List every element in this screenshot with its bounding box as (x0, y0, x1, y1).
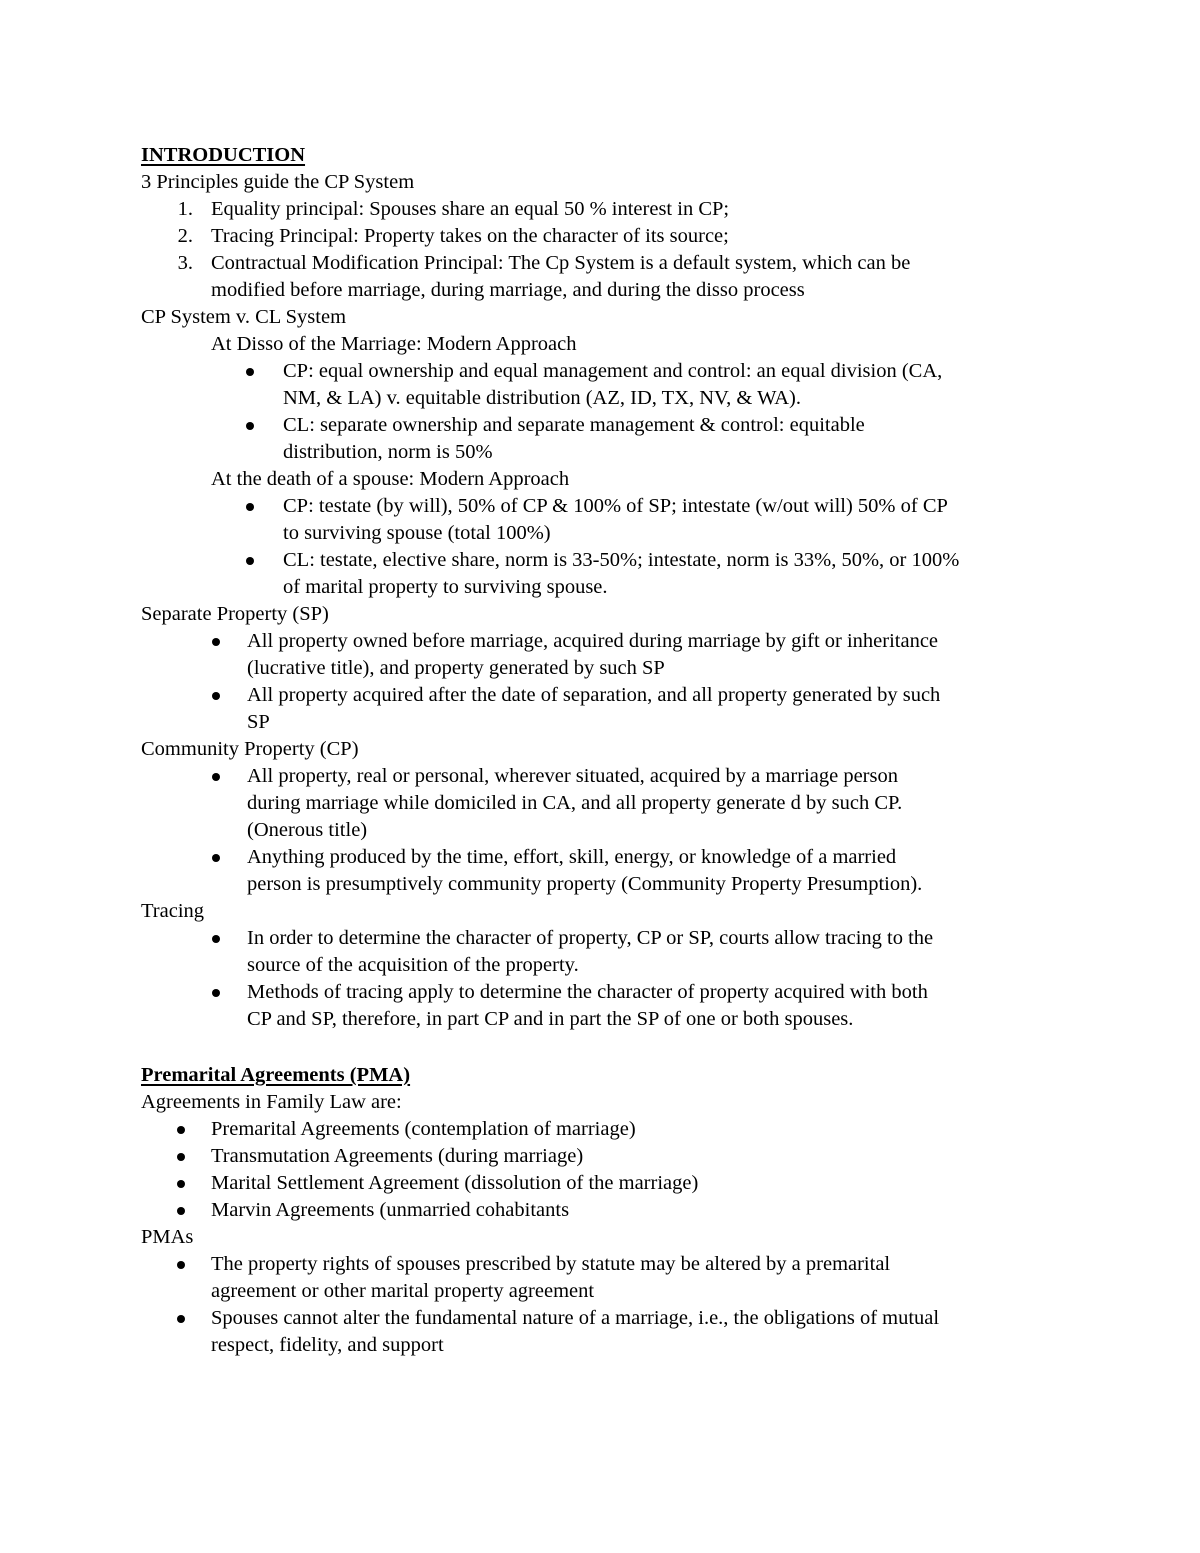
list-item: CL: testate, elective share, norm is 33-50%; intestate, norm is 33%, 50%, or 100% (283, 549, 960, 571)
bullet-icon (177, 1180, 185, 1188)
list-item: All property, real or personal, wherever situated, acquired by a marriage person (247, 765, 898, 787)
bullet-icon (246, 503, 254, 511)
section-title: Tracing (141, 900, 205, 922)
bullet-icon (212, 989, 220, 997)
list-number: 3. (177, 252, 193, 274)
bullet-icon (246, 422, 254, 430)
list-item-continuation: SP (247, 711, 270, 733)
section-title: Community Property (CP) (141, 738, 359, 760)
list-item: Anything produced by the time, effort, skill, energy, or knowledge of a married (247, 846, 897, 868)
bullet-icon (177, 1261, 185, 1269)
list-item: In order to determine the character of property, CP or SP, courts allow tracing to the (247, 927, 934, 949)
list-item-continuation: to surviving spouse (total 100%) (283, 522, 551, 544)
bullet-icon (212, 935, 220, 943)
intro-lead: 3 Principles guide the CP System (141, 171, 415, 193)
list-item: CL: separate ownership and separate management & control: equitable (283, 414, 865, 436)
bullet-icon (177, 1207, 185, 1215)
list-item: Spouses cannot alter the fundamental nature of a marriage, i.e., the obligations of mutual (211, 1307, 940, 1329)
bullet-icon (177, 1315, 185, 1323)
list-item: The property rights of spouses prescribed by statute may be altered by a premarital (211, 1253, 891, 1275)
list-item-continuation: during marriage while domiciled in CA, and all property generate d by such CP. (247, 792, 903, 814)
pma-heading: Premarital Agreements (PMA) (141, 1064, 411, 1086)
bullet-icon (212, 854, 220, 862)
section-title: CP System v. CL System (141, 306, 347, 328)
list-item: CP: equal ownership and equal management and control: an equal division (CA, (283, 360, 943, 382)
list-item-continuation: source of the acquisition of the property. (247, 954, 579, 976)
list-item: Methods of tracing apply to determine the character of property acquired with both (247, 981, 928, 1003)
bullet-icon (212, 692, 220, 700)
bullet-icon (246, 368, 254, 376)
bullet-icon (246, 557, 254, 565)
list-item-continuation: modified before marriage, during marriage, and during the disso process (211, 279, 805, 301)
subsection-title: At Disso of the Marriage: Modern Approach (211, 333, 577, 355)
pma-lead: Agreements in Family Law are: (141, 1091, 402, 1113)
list-item-continuation: respect, fidelity, and support (211, 1334, 444, 1356)
list-item-continuation: agreement or other marital property agreement (211, 1280, 595, 1302)
list-item: Marital Settlement Agreement (dissolution of the marriage) (211, 1172, 699, 1194)
subsection-title: At the death of a spouse: Modern Approach (211, 468, 570, 490)
list-item-continuation: person is presumptively community property (Community Property Presumption). (247, 873, 923, 895)
list-number: 2. (177, 225, 193, 247)
list-item: All property acquired after the date of separation, and all property generated by such (247, 684, 941, 706)
list-item-continuation: distribution, norm is 50% (283, 441, 493, 463)
list-item: CP: testate (by will), 50% of CP & 100% of SP; intestate (w/out will) 50% of CP (283, 495, 948, 517)
list-item: Premarital Agreements (contemplation of marriage) (211, 1118, 636, 1140)
list-item: Equality principal: Spouses share an equal 50 % interest in CP; (211, 198, 730, 220)
bullet-icon (177, 1126, 185, 1134)
section-title: Separate Property (SP) (141, 603, 329, 625)
list-item: Transmutation Agreements (during marriage) (211, 1145, 584, 1167)
bullet-icon (177, 1153, 185, 1161)
list-item: Contractual Modification Principal: The Cp System is a default system, which can be (211, 252, 911, 274)
list-item-continuation: of marital property to surviving spouse. (283, 576, 608, 598)
list-item-continuation: CP and SP, therefore, in part CP and in part the SP of one or both spouses. (247, 1008, 854, 1030)
list-item: Marvin Agreements (unmarried cohabitants (211, 1199, 570, 1221)
bullet-icon (212, 773, 220, 781)
list-item-continuation: (Onerous title) (247, 819, 368, 841)
list-item-continuation: NM, & LA) v. equitable distribution (AZ, ID, TX, NV, & WA). (283, 387, 801, 409)
intro-heading: INTRODUCTION (141, 144, 306, 166)
bullet-icon (212, 638, 220, 646)
list-item: Tracing Principal: Property takes on the character of its source; (211, 225, 729, 247)
list-item: All property owned before marriage, acquired during marriage by gift or inheritance (247, 630, 939, 652)
list-item-continuation: (lucrative title), and property generated by such SP (247, 657, 665, 679)
section-title: PMAs (141, 1226, 194, 1248)
list-number: 1. (177, 198, 193, 220)
